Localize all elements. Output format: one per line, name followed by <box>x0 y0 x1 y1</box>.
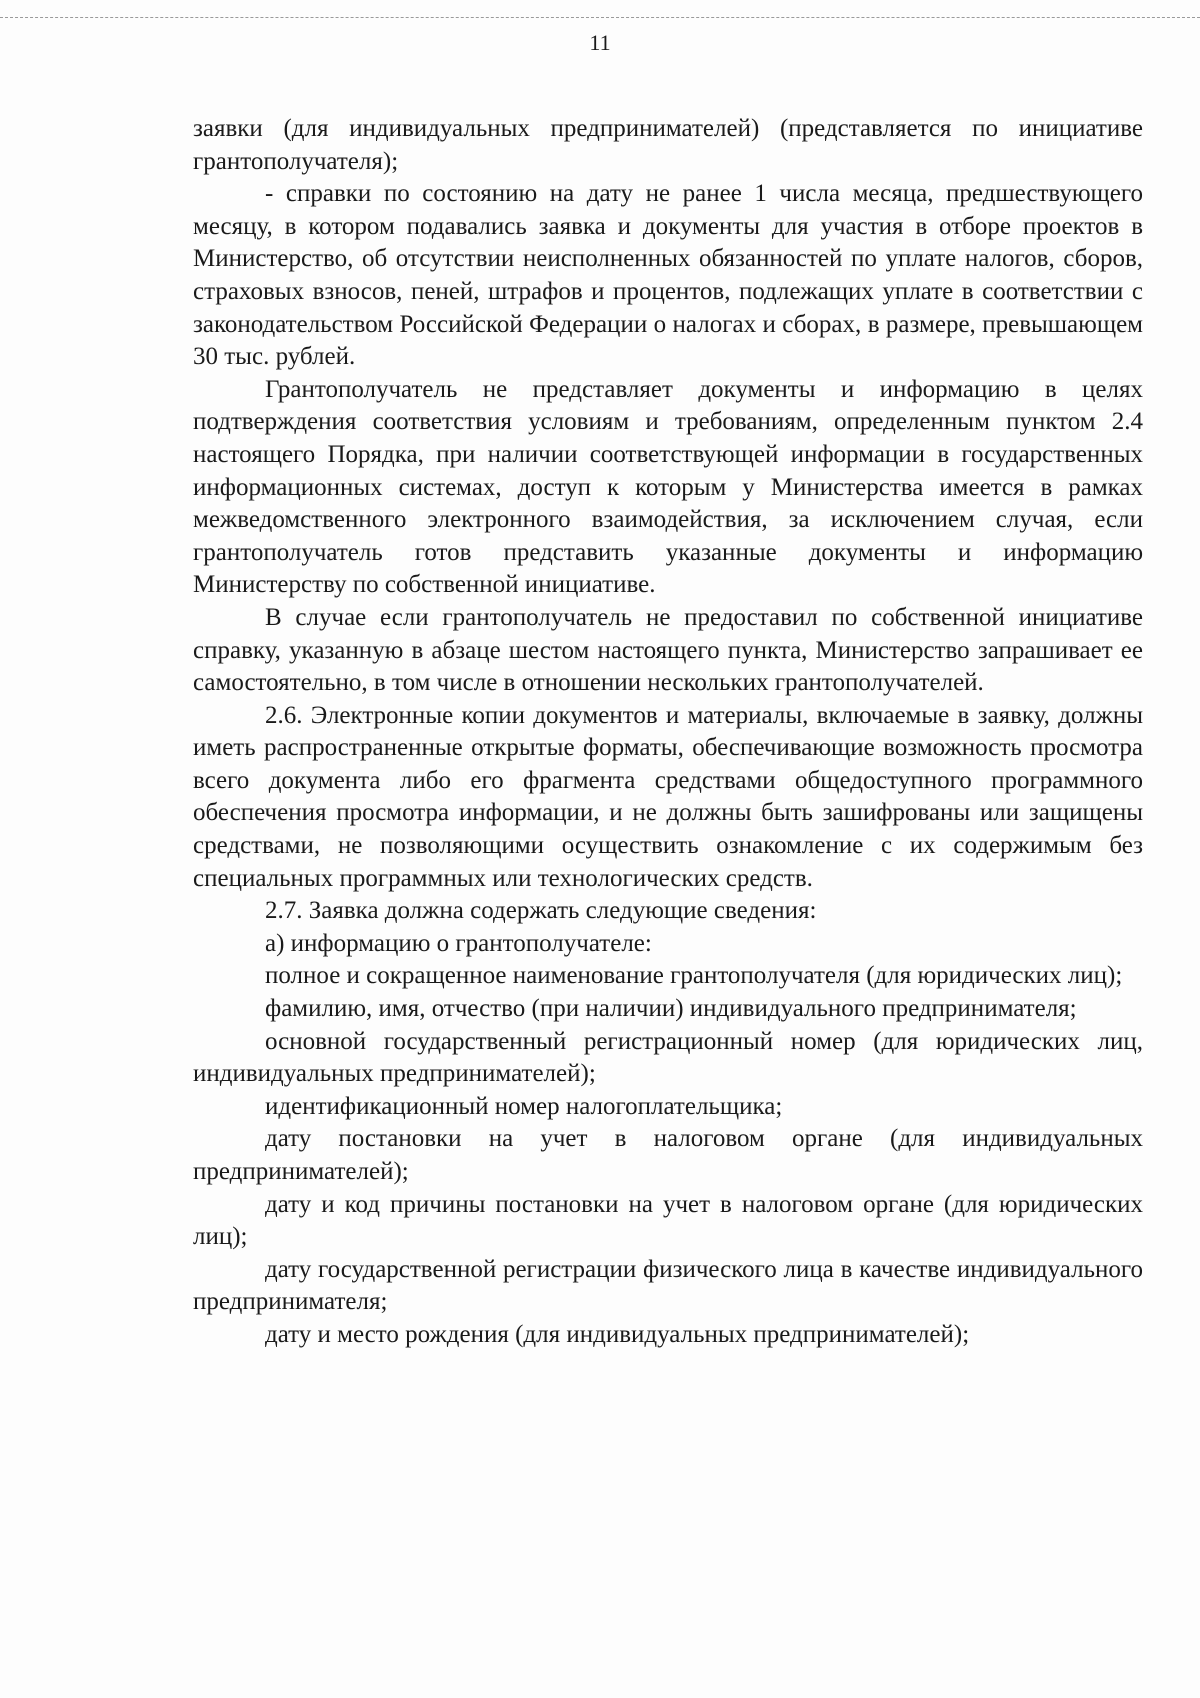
paragraph-1: заявки (для индивидуальных предпринимателей) (представляется по инициативе грантополучателя); <box>193 115 1143 175</box>
paragraph-7: а) информацию о грантополучателе: <box>265 929 652 957</box>
paragraph-12: дату постановки на учет в налоговом органе (для индивидуальных предпринимателей); <box>193 1125 1143 1185</box>
paragraph-4: В случае если грантополучатель не предоставил по собственной инициативе справку, указанную в абзаце шестом настоящего пункта, Министерство запрашивает ее самостоятельно, в том числе в отношении нескольких грантополучателей. <box>193 603 1143 697</box>
paragraph-9: фамилию, имя, отчество (при наличии) индивидуального предпринимателя; <box>265 995 1077 1023</box>
paragraph-8: полное и сокращенное наименование грантополучателя (для юридических лиц); <box>265 962 1123 990</box>
paragraph-10: основной государственный регистрационный номер (для юридических лиц, индивидуальных предпринимателей); <box>193 1027 1143 1088</box>
paragraph-5: 2.6. Электронные копии документов и материалы, включаемые в заявку, должны иметь распространенные открытые форматы, обеспечивающие возможность просмотра всего документа либо его фрагмента средствами общедоступного программного обеспечения просмотра информации, и не должны быть зашифрованы или защищены средствами, не позволяющими осуществить ознакомление с их содержимым без специальных программных или технологических средств. <box>193 701 1143 892</box>
page-number: 11 <box>589 30 611 55</box>
paragraph-6: 2.7. Заявка должна содержать следующие сведения: <box>265 897 817 925</box>
paragraph-2: - справки по состоянию на дату не ранее 1 числа месяца, предшествующего месяцу, в котором подавались заявка и документы для участия в отборе проектов в Министерство, об отсутствии неисполненных обязанностей по уплате налогов, сборов, страховых взносов, пеней, штрафов и процентов, подлежащих уплате в соответствии с законодательством Российской Федерации о налогах и сборах, в размере, превышающем 30 тыс. рублей. <box>193 180 1143 371</box>
top-scan-rule <box>0 17 1200 18</box>
paragraph-11: идентификационный номер налогоплательщика; <box>265 1092 783 1120</box>
paragraph-13: дату и код причины постановки на учет в налоговом органе (для юридических лиц); <box>193 1190 1143 1251</box>
document-body <box>193 113 1143 1352</box>
paragraph-3: Грантополучатель не представляет документы и информацию в целях подтверждения соответствия условиям и требованиям, определенным пунктом 2.4 настоящего Порядка, при наличии соответствующей информации в государственных информационных системах, доступ к которым у Министерства имеется в рамках межведомственного электронного взаимодействия, за исключением случая, если грантополучатель готов представить указанные документы и информацию Министерству по собственной инициативе. <box>193 375 1143 599</box>
paragraph-15: дату и место рождения (для индивидуальных предпринимателей); <box>265 1320 970 1348</box>
paragraph-14: дату государственной регистрации физического лица в качестве индивидуального предпринимателя; <box>193 1255 1143 1316</box>
